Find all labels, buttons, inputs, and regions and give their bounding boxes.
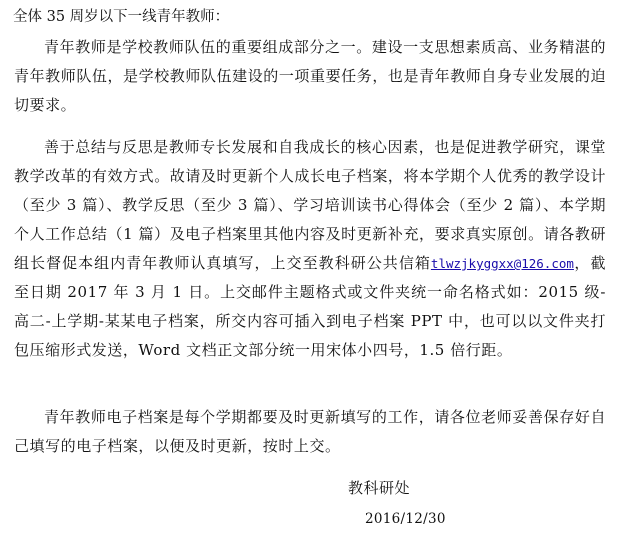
signature-organization: 教科研处 (348, 479, 411, 497)
paragraph-intro: 青年教师是学校教师队伍的重要组成部分之一。建设一支思想素质高、业务精湛的青年教师队伍，是学校教师队伍建设的一项重要任务，也是青年教师自身专业发展的迫切要求。 (14, 38, 606, 114)
signature-date: 2016/12/30 (365, 511, 446, 527)
paragraph-instructions-text-a: 善于总结与反思是教师专长发展和自我成长的核心因素，也是促进教学研究，课堂教学改革的有效方式。故请及时更新个人成长电子档案，将本学期个人优秀的教学设计（至少 3 篇）、教学反思（至少 3 篇）、学习培训读书心得体会（至少 2 篇）、本学期个人工作总结（1 篇）及电子档案里其他内容及时更新补充，要求真实原创。请各教研组长督促本组内青年教师认真填写，上交至教科研公共信箱 (14, 138, 606, 272)
paragraph-instructions-text-b: ，截至日期 2017 年 3 月 1 日。上交邮件主题格式或文件夹统一命名格式如：2015 级-高二-上学期-某某电子档案，所交内容可插入到电子档案 PPT 中，也可以以文件夹打包压缩形式发送，Word 文档正文部分统一用宋体小四号，1.5 倍行距。 (14, 254, 606, 359)
paragraph-instructions (14, 133, 606, 365)
email-link[interactable]: tlwzjkyggxx@126.com (430, 256, 574, 271)
greeting-line: 全体 35 周岁以下一线青年教师： (13, 9, 230, 25)
paragraph-closing: 青年教师电子档案是每个学期都要及时更新填写的工作，请各位老师妥善保存好自己填写的电子档案，以便及时更新，按时上交。 (14, 408, 606, 455)
